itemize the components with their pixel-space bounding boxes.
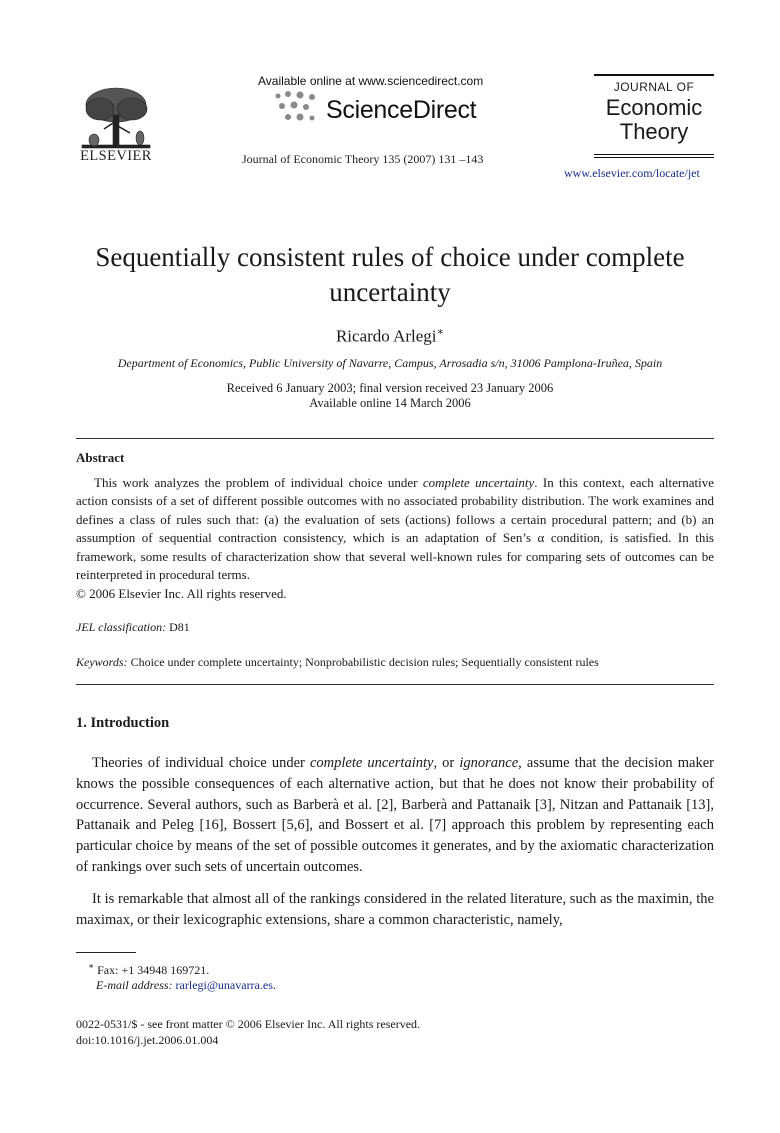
paragraph-text: Theories of individual choice under (92, 755, 310, 771)
abstract-text (76, 474, 714, 584)
jel-classification (76, 620, 190, 635)
keywords-value: Choice under complete uncertainty; Nonprobabilistic decision rules; Sequentially consistent rules (130, 655, 599, 669)
footnote-mark: ∗ (88, 961, 95, 971)
journal-logo-line3: Theory (619, 119, 689, 144)
issn-line: 0022-0531/$ - see front matter © 2006 Elsevier Inc. All rights reserved. (76, 1017, 421, 1031)
available-date: Available online 14 March 2006 (309, 396, 471, 410)
divider (76, 438, 714, 439)
intro-paragraph-1 (76, 753, 714, 878)
author-name (60, 325, 720, 347)
footnote-fax (88, 961, 209, 978)
elsevier-wordmark: ELSEVIER (80, 148, 152, 164)
abstract-heading: Abstract (76, 450, 125, 465)
abstract-text-part: This work analyzes the problem of individual choice under (94, 475, 423, 490)
divider (76, 684, 714, 685)
doi-line[interactable]: doi:10.1016/j.jet.2006.01.004 (76, 1033, 219, 1047)
journal-logo-line1: JOURNAL OF (613, 80, 695, 94)
author-name-text: Ricardo Arlegi (335, 326, 437, 346)
paragraph-text: , assume that the decision maker knows the possible consequences of each alternative action, but that he does not know their probability of occurrence. Several authors, such as Barberà et al. [2], Barberà and Pattanaik [3], Nitzan and Pattanaik [13], Pattanaik and Peleg [16], Bossert [5,6], and Bossert et al. [7] approach this problem by representing each particular choice by means of the set of possible outcomes it generates, and by the axiomatic characterization of rankings over such sets of uncertain outcomes. (76, 755, 714, 875)
journal-logo-title (594, 96, 714, 144)
footnote-fax-text: Fax: +1 34948 169721. (97, 963, 210, 977)
abstract-copyright: © 2006 Elsevier Inc. All rights reserved. (76, 586, 287, 601)
journal-logo-rule (594, 157, 714, 158)
footnote-email (96, 978, 276, 993)
jel-label: JEL classification: (76, 620, 167, 634)
keywords (76, 655, 599, 670)
journal-logo-rule (594, 154, 714, 155)
sciencedirect-dots-icon (272, 90, 320, 126)
email-label: E-mail address: (96, 978, 173, 992)
author-affiliation: Department of Economics, Public University of Navarre, Campus, Arrosadia s/n, 31006 Pamplona-Iruñea, Spain (117, 356, 663, 370)
abstract-emphasis: complete uncertainty (422, 475, 535, 490)
paragraph-text: , or (433, 755, 460, 771)
article-dates (60, 381, 720, 411)
email-end: . (272, 978, 276, 992)
paragraph-emphasis: complete uncertainty (309, 755, 434, 771)
sciencedirect-wordmark: ScienceDirect (326, 96, 477, 124)
paragraph-emphasis: ignorance (459, 755, 519, 771)
received-date: Received 6 January 2003; final version received 23 January 2006 (226, 381, 554, 395)
author-footnote-mark[interactable]: ∗ (436, 326, 445, 338)
keywords-label: Keywords: (76, 655, 128, 669)
sciencedirect-availability[interactable]: Available online at www.sciencedirect.com (258, 74, 484, 88)
journal-logo-rule (594, 74, 714, 76)
footnote-divider (76, 952, 136, 953)
article-title: Sequentially consistent rules of choice under complete uncertainty (95, 242, 685, 307)
email-link[interactable]: rarlegi@unavarra.es (175, 978, 273, 992)
intro-paragraph-2: It is remarkable that almost all of the rankings considered in the related literature, such as the maximin, the maximax, or their lexicographic extensions, share a common characteristic, namely, (76, 891, 714, 928)
abstract-text-part: . In this context, each alternative action consists of a set of different possible outcomes with no associated probability distribution. The work examines and defines a class of rules such that: (a) the evaluation of sets (actions) follows a certain procedural pattern; and (b) an assumption of sequential contraction consistency, which is an adaptation of Sen’s α condition, is satisfied. In this framework, some results of characterization show that several well-known rules for comparing sets of outcomes can be reinterpreted in procedural terms. (76, 475, 714, 583)
jel-value: D81 (169, 620, 190, 634)
journal-url-link[interactable]: www.elsevier.com/locate/jet (564, 166, 700, 180)
section-heading-introduction: 1. Introduction (76, 715, 170, 731)
journal-reference: Journal of Economic Theory 135 (2007) 131 –143 (242, 152, 484, 166)
journal-logo-line2: Economic (605, 95, 703, 120)
